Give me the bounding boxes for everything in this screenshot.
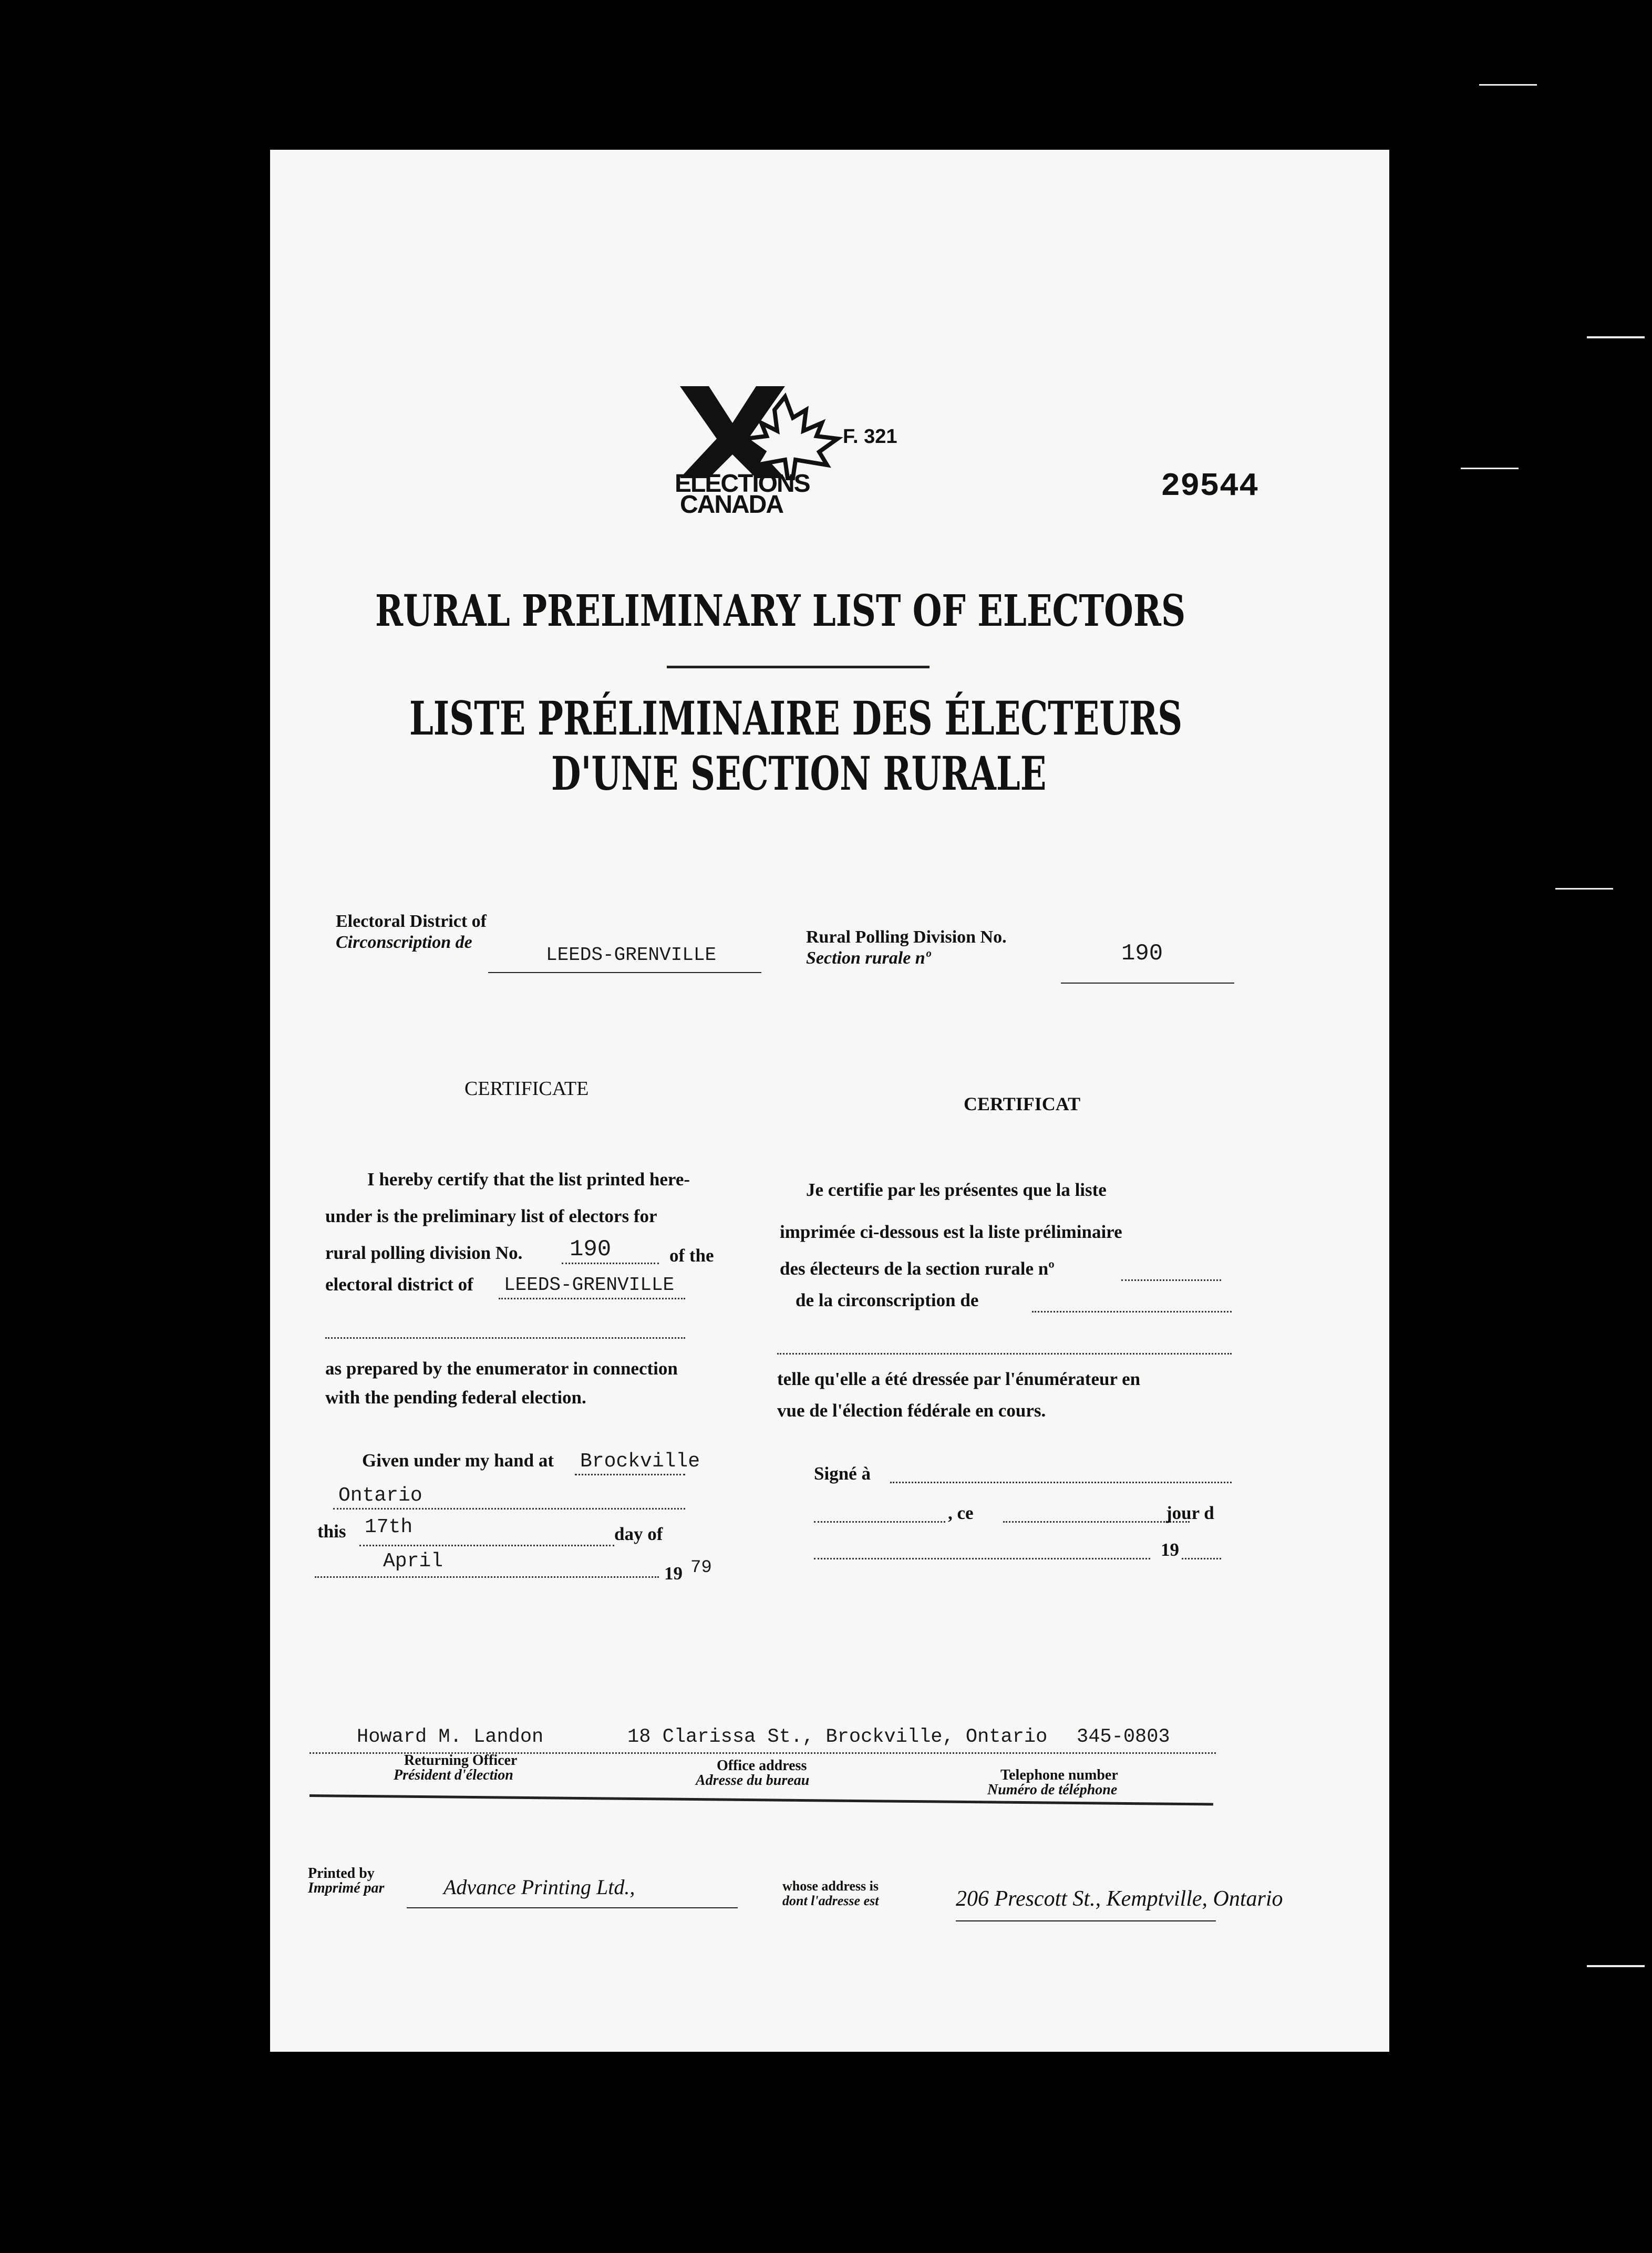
cert-en-district-value: LEEDS-GRENVILLE	[504, 1274, 675, 1296]
cert-en-line3-pre: rural polling division No.	[325, 1243, 523, 1263]
scan-artifact	[1587, 336, 1645, 338]
printer-address-line	[956, 1920, 1216, 1921]
scan-artifact	[1587, 1965, 1645, 1967]
form-page	[270, 150, 1389, 2052]
cert-en-line7: with the pending federal election.	[325, 1387, 586, 1408]
cert-fr-ce-label: , ce	[948, 1503, 974, 1523]
cert-en-division-dots	[562, 1263, 659, 1264]
cert-en-line2: under is the preliminary list of electors for	[325, 1206, 657, 1226]
cert-en-province-dots	[333, 1508, 685, 1510]
certificate-heading-en: CERTIFICATE	[464, 1078, 589, 1100]
cert-fr-signed-dots	[890, 1482, 1232, 1483]
cert-en-line1: I hereby certify that the list printed here-	[367, 1169, 690, 1190]
district-value: LEEDS-GRENVILLE	[546, 944, 717, 966]
printer-address-value: 206 Prescott St., Kemptville, Ontario	[956, 1887, 1283, 1911]
district-line	[488, 972, 761, 973]
cert-en-place-dots	[575, 1474, 685, 1475]
title-english: RURAL PRELIMINARY LIST OF ELECTORS	[375, 586, 1186, 636]
cert-fr-blank-line	[777, 1353, 1232, 1355]
cert-fr-line6: telle qu'elle a été dressée par l'énumérateur en	[777, 1369, 1141, 1389]
maple-leaf-x-icon	[664, 381, 864, 481]
district-label-en: Electoral District of	[336, 912, 487, 931]
printer-label-en: Printed by	[308, 1865, 375, 1882]
cert-fr-year-prefix: 19	[1161, 1539, 1179, 1560]
officer-phone-label-en: Telephone number	[1000, 1767, 1118, 1783]
cert-fr-line7: vue de l'élection fédérale en cours.	[777, 1400, 1046, 1421]
certificate-heading-fr: CERTIFICAT	[964, 1093, 1081, 1114]
title-divider	[667, 666, 930, 668]
printer-address-label-en: whose address is	[782, 1878, 879, 1894]
officer-name-label-fr: Président d'élection	[394, 1767, 513, 1783]
cert-fr-month-dots	[814, 1558, 1150, 1559]
cert-fr-line1: Je certifie par les présentes que la liste	[806, 1180, 1107, 1200]
cert-en-month-value: April	[383, 1550, 443, 1573]
logo-text-elections: ELECTIONS	[675, 470, 810, 498]
cert-fr-line2: imprimée ci-dessous est la liste préliminaire	[780, 1222, 1122, 1242]
cert-en-day-value: 17th	[365, 1516, 413, 1538]
cert-fr-day-dots	[1003, 1521, 1190, 1523]
officer-address-label-en: Office address	[717, 1758, 807, 1774]
cert-en-month-dots	[315, 1576, 659, 1578]
officer-phone-label-fr: Numéro de téléphone	[987, 1782, 1118, 1798]
cert-en-year-prefix: 19	[664, 1563, 683, 1584]
cert-fr-line4: de la circonscription de	[796, 1290, 979, 1310]
cert-fr-year-dots	[1182, 1558, 1221, 1559]
officer-address-label-fr: Adresse du bureau	[696, 1772, 810, 1789]
printer-label-fr: Imprimé par	[308, 1880, 385, 1896]
printer-name-value: Advance Printing Ltd.,	[443, 1875, 635, 1899]
division-line	[1061, 983, 1234, 984]
officer-phone-value: 345-0803	[1077, 1726, 1170, 1748]
printer-name-line	[407, 1907, 738, 1908]
cert-en-this-label: this	[317, 1521, 346, 1542]
scan-artifact	[1479, 84, 1537, 86]
cert-en-division-value: 190	[570, 1236, 612, 1263]
form-number: F. 321	[843, 426, 897, 448]
division-value: 190	[1121, 941, 1163, 967]
cert-fr-district-dots	[1032, 1311, 1232, 1312]
scan-artifact	[1461, 468, 1519, 469]
logo-text-canada: CANADA	[680, 491, 783, 519]
cert-en-province-value: Ontario	[338, 1484, 422, 1507]
division-label-en: Rural Polling Division No.	[806, 927, 1007, 947]
cert-fr-signed-label: Signé à	[814, 1463, 871, 1484]
scan-artifact	[1555, 888, 1613, 890]
officer-name-label-en: Returning Officer	[404, 1752, 518, 1769]
officer-address-value: 18 Clarissa St., Brockville, Ontario	[627, 1726, 1048, 1748]
cert-en-day-dots	[359, 1545, 614, 1546]
elections-canada-logo	[664, 381, 864, 523]
cert-fr-line3: des électeurs de la section rurale nº	[780, 1258, 1055, 1279]
title-french-line1: LISTE PRÉLIMINAIRE DES ÉLECTEURS	[409, 691, 1183, 746]
division-label-fr: Section rurale nº	[806, 948, 931, 968]
cert-fr-jour-label: jour d	[1166, 1503, 1214, 1523]
officer-name-value: Howard M. Landon	[357, 1726, 544, 1748]
cert-en-line4-pre: electoral district of	[325, 1274, 473, 1295]
cert-en-district-dots	[499, 1298, 685, 1299]
cert-fr-division-dots	[1121, 1279, 1221, 1281]
cert-en-given-label: Given under my hand at	[362, 1450, 554, 1471]
cert-en-year-value: 79	[690, 1558, 712, 1578]
printer-address-label-fr: dont l'adresse est	[782, 1893, 879, 1908]
district-label-fr: Circonscription de	[336, 933, 472, 952]
serial-number: 29544	[1161, 468, 1259, 505]
cert-en-line6: as prepared by the enumerator in connection	[325, 1358, 678, 1379]
cert-en-blank-line	[325, 1337, 685, 1339]
cert-en-line3-post: of the	[669, 1245, 714, 1266]
cert-en-day-of-label: day of	[614, 1524, 663, 1544]
cert-en-place-value: Brockville	[580, 1450, 700, 1473]
cert-fr-place-dots	[814, 1521, 945, 1523]
title-french-line2: D'UNE SECTION RURALE	[551, 746, 1047, 801]
